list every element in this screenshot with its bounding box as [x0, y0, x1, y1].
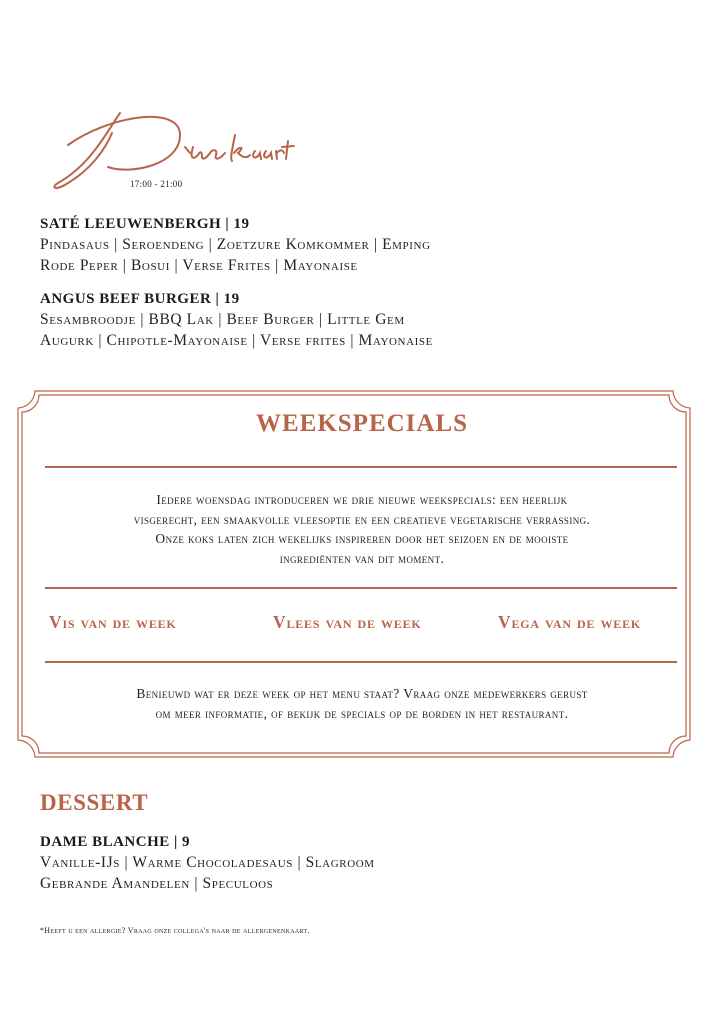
dish-ingredients: Rode Peper | Bosui | Verse Frites | Mayonaise [40, 257, 358, 274]
dish-ingredients: Gebrande Amandelen | Speculoos [40, 875, 274, 892]
dish-ingredients: Augurk | Chipotle-Mayonaise | Verse frites | Mayonaise [40, 332, 433, 349]
dish-ingredients: Pindasaus | Seroendeng | Zoetzure Komkommer | Emping [40, 236, 431, 253]
dish-dame-blanche [40, 834, 375, 894]
dish-ingredients: Sesambroodje | BBQ Lak | Beef Burger | Little Gem [40, 311, 405, 328]
opening-hours: 17:00 - 21:00 [130, 179, 183, 189]
divider [45, 466, 677, 468]
dish-ingredients: Vanille-IJs | Warme Chocoladesaus | Slagroom [40, 854, 375, 871]
meat-of-the-week: Vlees van de week [273, 612, 422, 632]
divider [45, 661, 677, 663]
intro-line: ingrediënten van dit moment. [279, 550, 445, 566]
allergy-footnote: *Heeft u een allergie? Vraag onze collega's naar de allergenenkaart. [40, 926, 310, 935]
fish-of-the-week: Vis van de week [49, 612, 177, 632]
dish-title: ANGUS BEEF BURGER | 19 [40, 291, 240, 307]
dish-title: DAME BLANCHE | 9 [40, 834, 191, 850]
dish-burger [40, 291, 433, 351]
weekspecials-outro [52, 684, 672, 723]
dessert-heading: DESSERT [40, 790, 149, 815]
weekspecials-intro [52, 490, 672, 568]
vega-of-the-week: Vega van de week [498, 612, 642, 632]
intro-line: Onze koks laten zich wekelijks inspireren door het seizoen en de mooiste [155, 531, 569, 546]
weekspecials-title: WEEKSPECIALS [255, 410, 469, 437]
outro-line: Benieuwd wat er deze week op het menu staat? Vraag onze medewerkers gerust [136, 686, 588, 701]
dish-title: SATÉ LEEUWENBERGH | 19 [40, 216, 250, 232]
intro-line: Iedere woensdag introduceren we drie nieuwe weekspecials: een heerlijk [156, 492, 568, 507]
intro-line: visgerecht, een smaakvolle vleesoptie en een creatieve vegetarische verrassing. [133, 511, 591, 527]
dish-sate [40, 216, 431, 276]
outro-line: om meer informatie, of bekijk de specials op de borden in het restaurant. [155, 705, 569, 721]
divider [45, 587, 677, 589]
